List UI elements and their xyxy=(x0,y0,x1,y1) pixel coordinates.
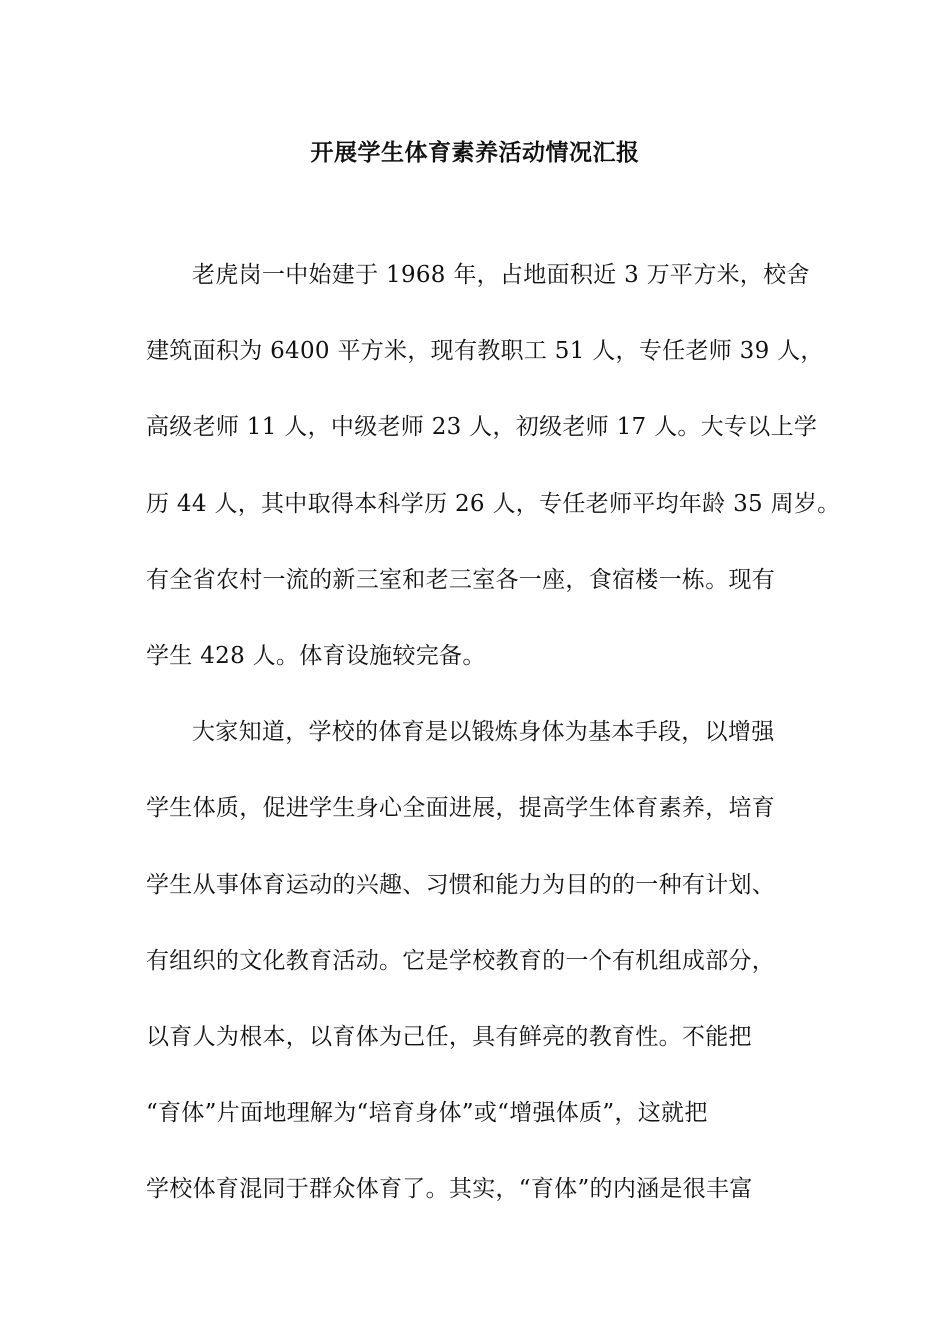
paragraph-1-line-5: 有全省农村一流的新三室和老三室各一座，食宿楼一栋。现有 xyxy=(146,566,776,593)
paragraph-2-line-2: 学生体质，促进学生身心全面进展，提高学生体育素养，培育 xyxy=(146,795,776,822)
paragraph-2-line-4: 有组织的文化教育活动。它是学校教育的一个有机组成部分， xyxy=(146,947,776,974)
paragraph-2-line-7: 学校体育混同于群众体育了。其实，“育体”的内涵是很丰富 xyxy=(146,1176,753,1203)
document-title: 开展学生体育素养活动情况汇报 xyxy=(310,139,640,166)
document-body xyxy=(146,252,841,1242)
paragraph-2-line-6: “育体”片面地理解为“培育身体”或“增强体质”，这就把 xyxy=(146,1100,708,1127)
paragraph-2-line-5: 以育人为根本，以育体为己任，具有鲜亮的教育性。不能把 xyxy=(146,1023,752,1050)
paragraph-1-line-6: 学生 428 人。体育设施较完备。 xyxy=(146,642,486,669)
paragraph-1-line-2: 建筑面积为 6400 平方米，现有教职工 51 人，专任老师 39 人， xyxy=(146,338,824,365)
paragraph-1-line-1: 老虎岗一中始建于 1968 年，占地面积近 3 万平方米，校舍 xyxy=(192,262,810,288)
paragraph-2-line-1: 大家知道，学校的体育是以锻炼身体为基本手段，以增强 xyxy=(192,719,775,746)
paragraph-1-line-3: 高级老师 11 人，中级老师 23 人，初级老师 17 人。大专以上学 xyxy=(146,414,818,441)
paragraph-2-line-3: 学生从事体育运动的兴趣、习惯和能力为目的的一种有计划、 xyxy=(146,871,776,898)
paragraph-1-line-4: 历 44 人，其中取得本科学历 26 人，专任老师平均年龄 35 周岁。 xyxy=(146,490,841,517)
